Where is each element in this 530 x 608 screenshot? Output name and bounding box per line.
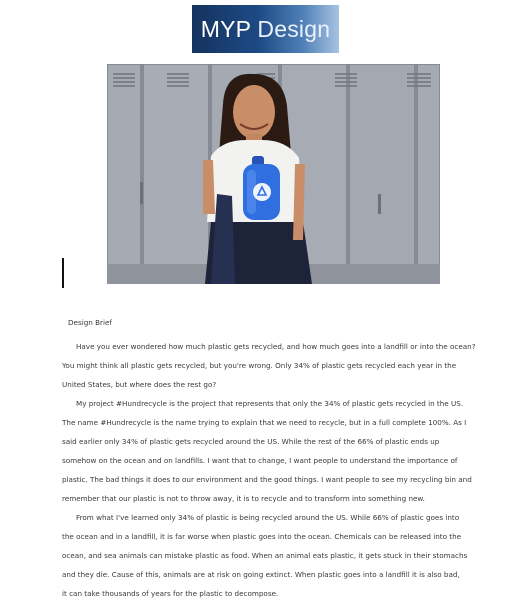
banner-word-myp: MYP [200,15,251,42]
banner-word-design: Design [257,15,331,42]
student-photo [107,64,440,284]
brief-line: somehow on the ocean and on landfills. I want that to change, I want people to understand the importance of [62,456,458,465]
brief-line: said earlier only 34% of plastic gets recycled around the US. While the rest of the 66% of plastic ends up [62,437,440,446]
brief-line: My project #Hundrecycle is the project that represents that only the 34% of plastic gets recycled in the US. [76,399,464,408]
brief-line: You might think all plastic gets recycled, but you're wrong. Only 34% of plastic gets recycled each year in the [62,361,457,370]
student-photo-illustration [107,64,440,284]
student-arm-left [203,160,215,214]
brief-line: and they die. Cause of this, animals are at risk on going extinct. When plastic goes into a landfill it is also bad, [62,570,460,579]
text-cursor [62,258,64,288]
brief-line: plastic. The bad things it does to our environment and the good things. I want people to see my recycling bin and [62,475,472,484]
blue-recycling-bottle [243,156,280,220]
brief-line: Have you ever wondered how much plastic gets recycled, and how much goes into a landfill or into the ocean? [76,342,476,351]
brief-line: From what I've learned only 34% of plastic is being recycled around the US. While 66% of plastic goes into [76,513,460,522]
brief-line: the ocean and in a landfill, it is far worse when plastic goes into the ocean. Chemicals can be released into the [62,532,462,541]
banner-logo-text [201,16,330,43]
brief-line: remember that our plastic is not to throw away, it is to recycle and to transform into something new. [62,494,425,503]
brief-line: ocean, and sea animals can mistake plastic as food. When an animal eats plastic, it gets stuck in their stomachs [62,551,468,560]
myp-design-banner [192,5,339,53]
brief-line: it can take thousands of years for the plastic to decompose. [62,589,279,598]
brief-line: The name #Hundrecycle is the name trying to explain that we need to recycle, but in a full complete 100%. As I [62,418,467,427]
brief-line: United States, but where does the rest go? [62,380,217,389]
student-arm-right [293,164,305,240]
design-brief-heading: Design Brief [68,318,112,327]
student-face [233,85,275,139]
